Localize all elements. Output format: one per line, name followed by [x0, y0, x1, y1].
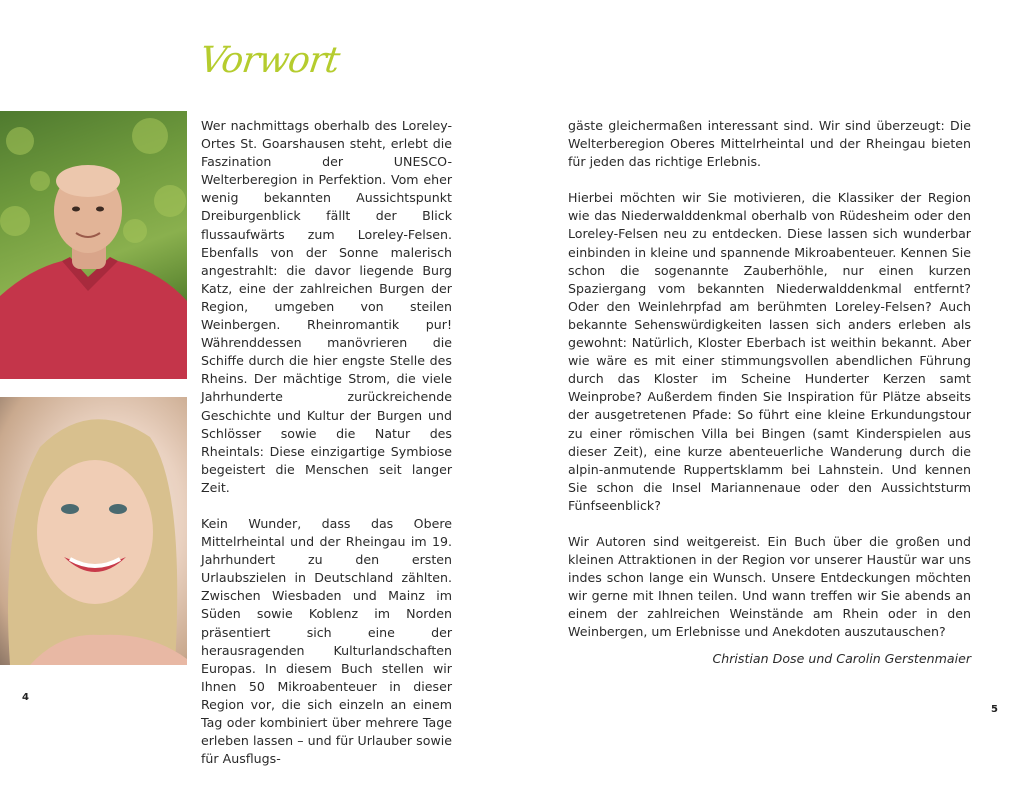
author-photo-woman — [0, 397, 187, 665]
page-number-right: 5 — [991, 704, 998, 715]
authors-signature: Christian Dose und Carolin Gerstenmaier — [712, 651, 971, 666]
left-text-column — [201, 117, 452, 786]
paragraph: gäste gleichermaßen interessant sind. Wir sind überzeugt: Die Welterberegion Oberes Mittelrheintal und der Rheingau bieten für jeden das richtige Erlebnis. — [568, 118, 971, 170]
page-number-left: 4 — [22, 692, 29, 703]
page-title: Vorwort — [197, 40, 342, 81]
paragraph: Wir Autoren sind weitgereist. Ein Buch über die großen und kleinen Attraktionen in der Region vor unserer Haustür war uns indes schon lange ein Wunsch. Unsere Entdeckungen möchten wir gerne mit Ihnen teilen. Und wann treffen wir Sie abends an einem der zahlreichen Weinstände am Rhein oder in den Weinbergen, um Erlebnisse und Anekdoten auszutauschen? — [568, 533, 971, 640]
left-page — [0, 0, 510, 767]
paragraph: Kein Wunder, dass das Obere Mittelrheintal und der Rheingau im 19. Jahrhundert zu den ersten Urlaubszielen in Deutschland zählten. Zwischen Wiesbaden und Mainz im Süden sowie Koblenz im Norden präsentiert sich eine der herausragenden Kulturlandschaften Europas. In diesem Buch stellen wir Ihnen 50 Mikroabenteuer in dieser Region vor, die sich einzeln an einem Tag oder kombiniert über mehrere Tage erleben lassen – und für Urlauber sowie für Ausflugs- — [201, 515, 452, 767]
paragraph: Hierbei möchten wir Sie motivieren, die Klassiker der Region wie das Niederwalddenkmal oberhalb von Rüdesheim oder den Loreley-Felsen neu zu entdecken. Diese lassen sich wunderbar einbinden in kleine und spannende Mikroabenteuer. Kennen Sie schon die sogenannte Zauberhöhle, nur einen kurzen Spaziergang vom bekannten Niederwalddenkmal entfernt? Oder den Weinlehrpfad am berühmten Loreley-Felsen? Auch bekannte Sehenswürdigkeiten lassen sich anders erleben als gewohnt: Natürlich, Kloster Eberbach ist weithin bekannt. Aber wie wäre es mit einer stimmungsvollen abendlichen Führung durch das Kloster im Scheine Hunderter Kerzen samt Weinprobe? Außerdem finden Sie Inspiration für Plätze abseits der ausgetretenen Pfade: So führt eine kleine Erkundungstour zu einer römischen Villa bei Bingen (samt Kinderspielen aus dieser Zeit), eine kurze abenteuerliche Wanderung durch die alpin-anmutende Ruppertsklamm bei Lahnstein. Und kennen Sie schon die Insel Mariannenaue oder den Aussichtsturm Fünfseenblick? — [568, 190, 971, 513]
author-photo-man — [0, 111, 187, 379]
right-text-column — [568, 117, 971, 660]
paragraph: Wer nachmittags oberhalb des Loreley-Ortes St. Goarshausen steht, erlebt die Faszination der UNESCO-Welterberegion in Perfektion. Vom eher wenig bekannten Aussichtspunkt Dreiburgenblick fällt der Blick flussaufwärts zum Loreley-Felsen. Ebenfalls von der Sonne malerisch angestrahlt: die davor liegende Burg Katz, eine der zahlreichen Burgen der Region, umgeben von steilen Weinbergen. Rheinromantik pur! Währenddessen manövrieren die Schiffe durch die hier engste Stelle des Rheins. Der mächtige Strom, die viele Jahrhunderte zurückreichende Geschichte und Kultur der Burgen und Schlösser sowie die Natur des Rheintals: Diese einzigartige Symbiose begeistert die Menschen seit langer Zeit. — [201, 118, 452, 495]
